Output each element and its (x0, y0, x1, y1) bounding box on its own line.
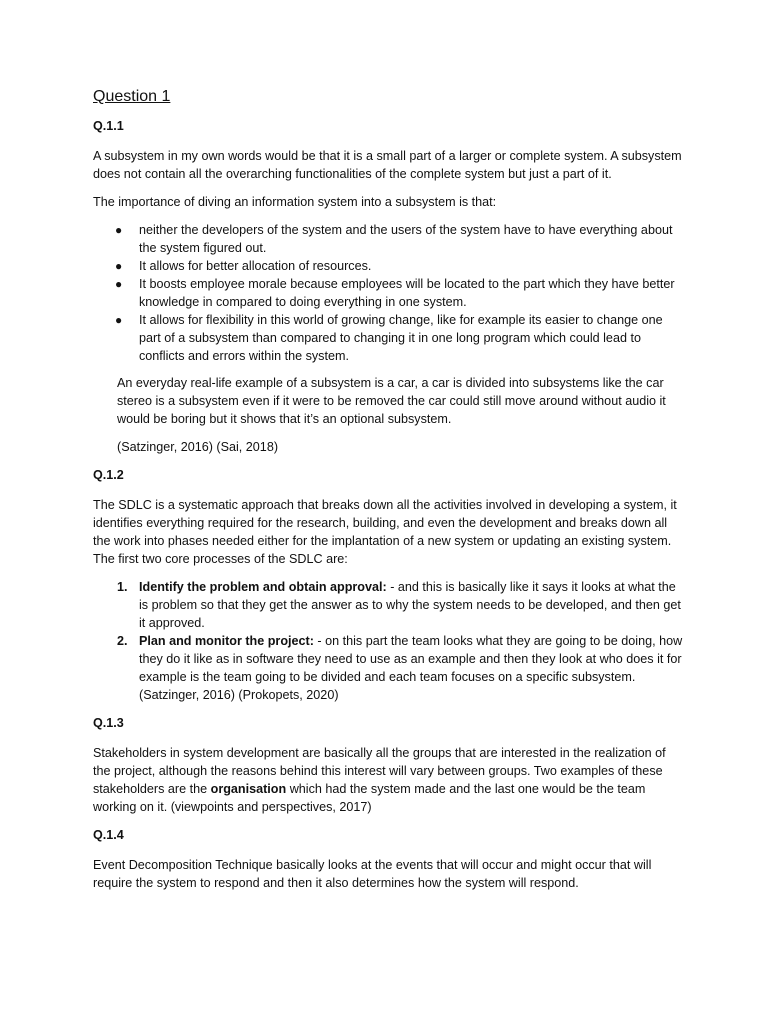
q1-1-paragraph-definition: A subsystem in my own words would be that it is a small part of a larger or complete system. A subsystem does not contain all the overarching functionalities of the complete system but just a part of it. (93, 149, 682, 181)
item-text: - and this is basically like it says it looks at what the is problem so that they get the answer as to why the system needs to be developed, and then get it approved. (139, 580, 681, 630)
bullet-item (93, 311, 683, 365)
item-number: 2. (117, 634, 128, 648)
bullet-icon: ● (115, 259, 123, 273)
bullet-text: It allows for flexibility in this world of growing change, like for example its easier to change one part of a subsystem than compared to changing it in one long program which could lead to conflicts and errors within the system. (139, 313, 663, 363)
document-page (93, 86, 683, 902)
q1-3-text-b: which had the system made and the last one would be the team working on it. (viewpoints and perspectives, 2017) (93, 782, 646, 814)
item-heading: Plan and monitor the project: (139, 634, 314, 648)
q1-3-text-a: Stakeholders in system development are basically all the groups that are interested in the realization of the project, although the reasons behind this interest will vary between groups. Two examples of these stakeholders are the (93, 746, 666, 796)
bullet-item (93, 221, 683, 257)
q1-3-bold-term: organisation (210, 782, 287, 796)
item-number: 1. (117, 580, 128, 594)
section-heading-q1-1: Q.1.1 (93, 119, 124, 133)
numbered-item (93, 632, 683, 704)
q1-1-example-paragraph: An everyday real-life example of a subsystem is a car, a car is divided into subsystems like the car stereo is a subsystem even if it were to be removed the car could still move around without audio it would be boring but it shows that it’s an optional subsystem. (117, 376, 666, 426)
section-heading-q1-4: Q.1.4 (93, 828, 124, 842)
bullet-text: It allows for better allocation of resources. (139, 259, 372, 273)
item-text: - on this part the team looks what they are going to be doing, how they do it like as in software they need to use as an example and then they look at who does it for example is the team going to be divided and each team focuses on a specific subsystem. (139, 634, 683, 684)
bullet-icon: ● (115, 313, 123, 327)
numbered-item (93, 578, 683, 632)
bullet-text: neither the developers of the system and the users of the system have to have everything about the system figured out. (139, 223, 673, 255)
q1-2-paragraph: The SDLC is a systematic approach that breaks down all the activities involved in developing a system, it identifies everything required for the research, building, and even the development and breaks down all the work into phases needed either for the implantation of a new system or updating an existing system. The first two core processes of the SDLC are: (93, 498, 677, 566)
q1-4-paragraph: Event Decomposition Technique basically looks at the events that will occur and might occur that will require the system to respond and then it also determines how the system will respond. (93, 858, 652, 890)
bullet-item (93, 275, 683, 311)
q1-1-references: (Satzinger, 2016) (Sai, 2018) (117, 440, 279, 454)
q1-2-references: (Satzinger, 2016) (Prokopets, 2020) (139, 688, 339, 702)
q1-2-numbered-list (93, 578, 683, 704)
q1-1-bullet-list (93, 221, 683, 365)
bullet-icon: ● (115, 277, 123, 291)
bullet-item (93, 257, 683, 275)
q1-3-paragraph (93, 744, 683, 816)
section-heading-q1-2: Q.1.2 (93, 468, 124, 482)
q1-1-paragraph-importance: The importance of diving an information system into a subsystem is that: (93, 195, 497, 209)
item-heading: Identify the problem and obtain approval: (139, 580, 387, 594)
section-heading-q1-3: Q.1.3 (93, 716, 124, 730)
document-title: Question 1 (93, 88, 171, 105)
bullet-text: It boosts employee morale because employees will be located to the part which they have better knowledge in compared to doing everything in one system. (139, 277, 675, 309)
bullet-icon: ● (115, 223, 123, 237)
